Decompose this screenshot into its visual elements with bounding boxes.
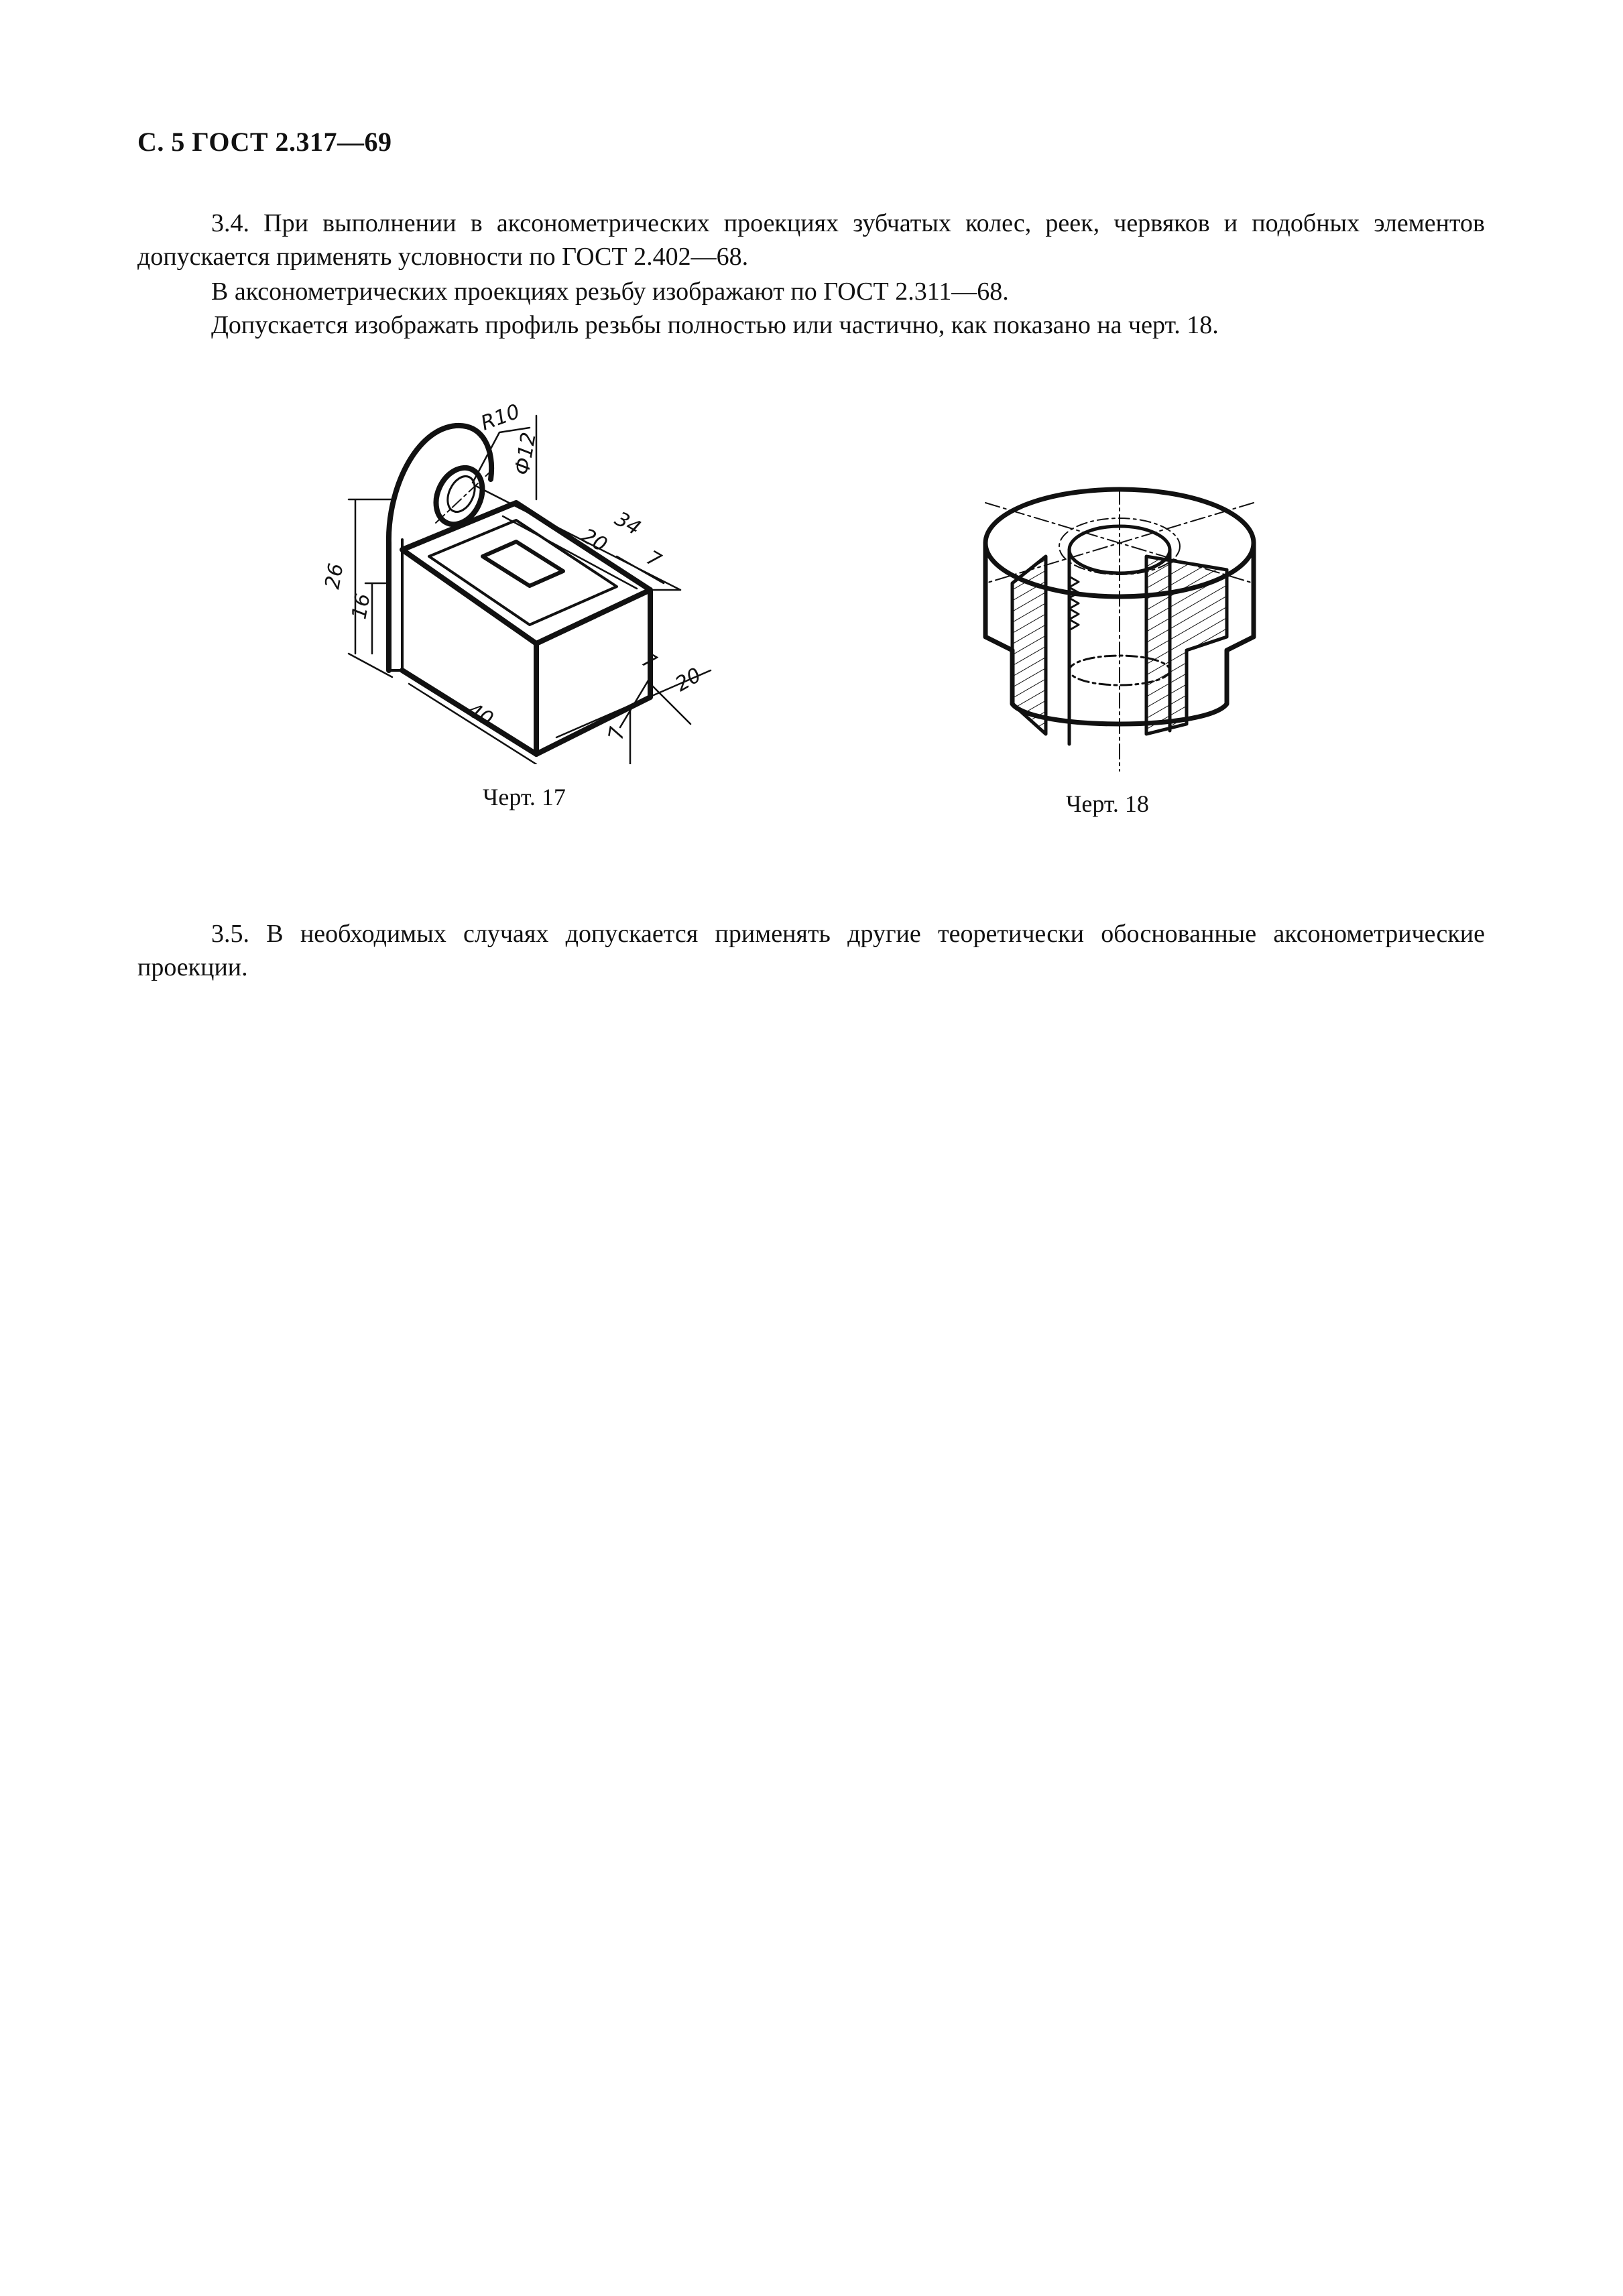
figure-18: [972, 483, 1267, 778]
dim-34: 34: [611, 507, 645, 541]
dim-7-top: 7: [642, 546, 666, 573]
dim-20-right: 20: [671, 663, 706, 697]
paragraph-thread-profile: Допускается изображать профиль резьбы полностью или частично, как показано на черт. 18.: [211, 311, 1219, 339]
dim-7-mid: 7: [638, 648, 661, 675]
dim-r10: R10: [477, 400, 524, 436]
dim-d12: Ф12: [510, 430, 541, 477]
paragraph-3-4: 3.4. При выполнении в аксонометрических проекциях зубчатых колес, реек, червяков и подобных элементов допускается применять условности по ГОСТ 2.402—68.: [137, 209, 1485, 271]
dim-20-top: 20: [577, 524, 611, 558]
dim-7-bottom: 7: [604, 725, 630, 742]
figure-18-caption: Черт. 18: [1066, 790, 1149, 817]
paragraph-3-5: 3.5. В необходимых случаях допускается применять другие теоретически обоснованные аксонометрические проекции.: [137, 920, 1485, 981]
dim-40: 40: [463, 698, 497, 732]
dim-16: 16: [347, 591, 375, 621]
figure-18-drawing: [972, 483, 1267, 778]
figure-17-caption: Черт. 17: [483, 784, 566, 810]
figure-17-drawing: [315, 389, 771, 764]
figure-17: [315, 389, 771, 764]
paragraph-thread: В аксонометрических проекциях резьбу изображают по ГОСТ 2.311—68.: [211, 278, 1009, 306]
dim-26: 26: [320, 561, 349, 591]
page-header: С. 5 ГОСТ 2.317—69: [137, 127, 392, 157]
